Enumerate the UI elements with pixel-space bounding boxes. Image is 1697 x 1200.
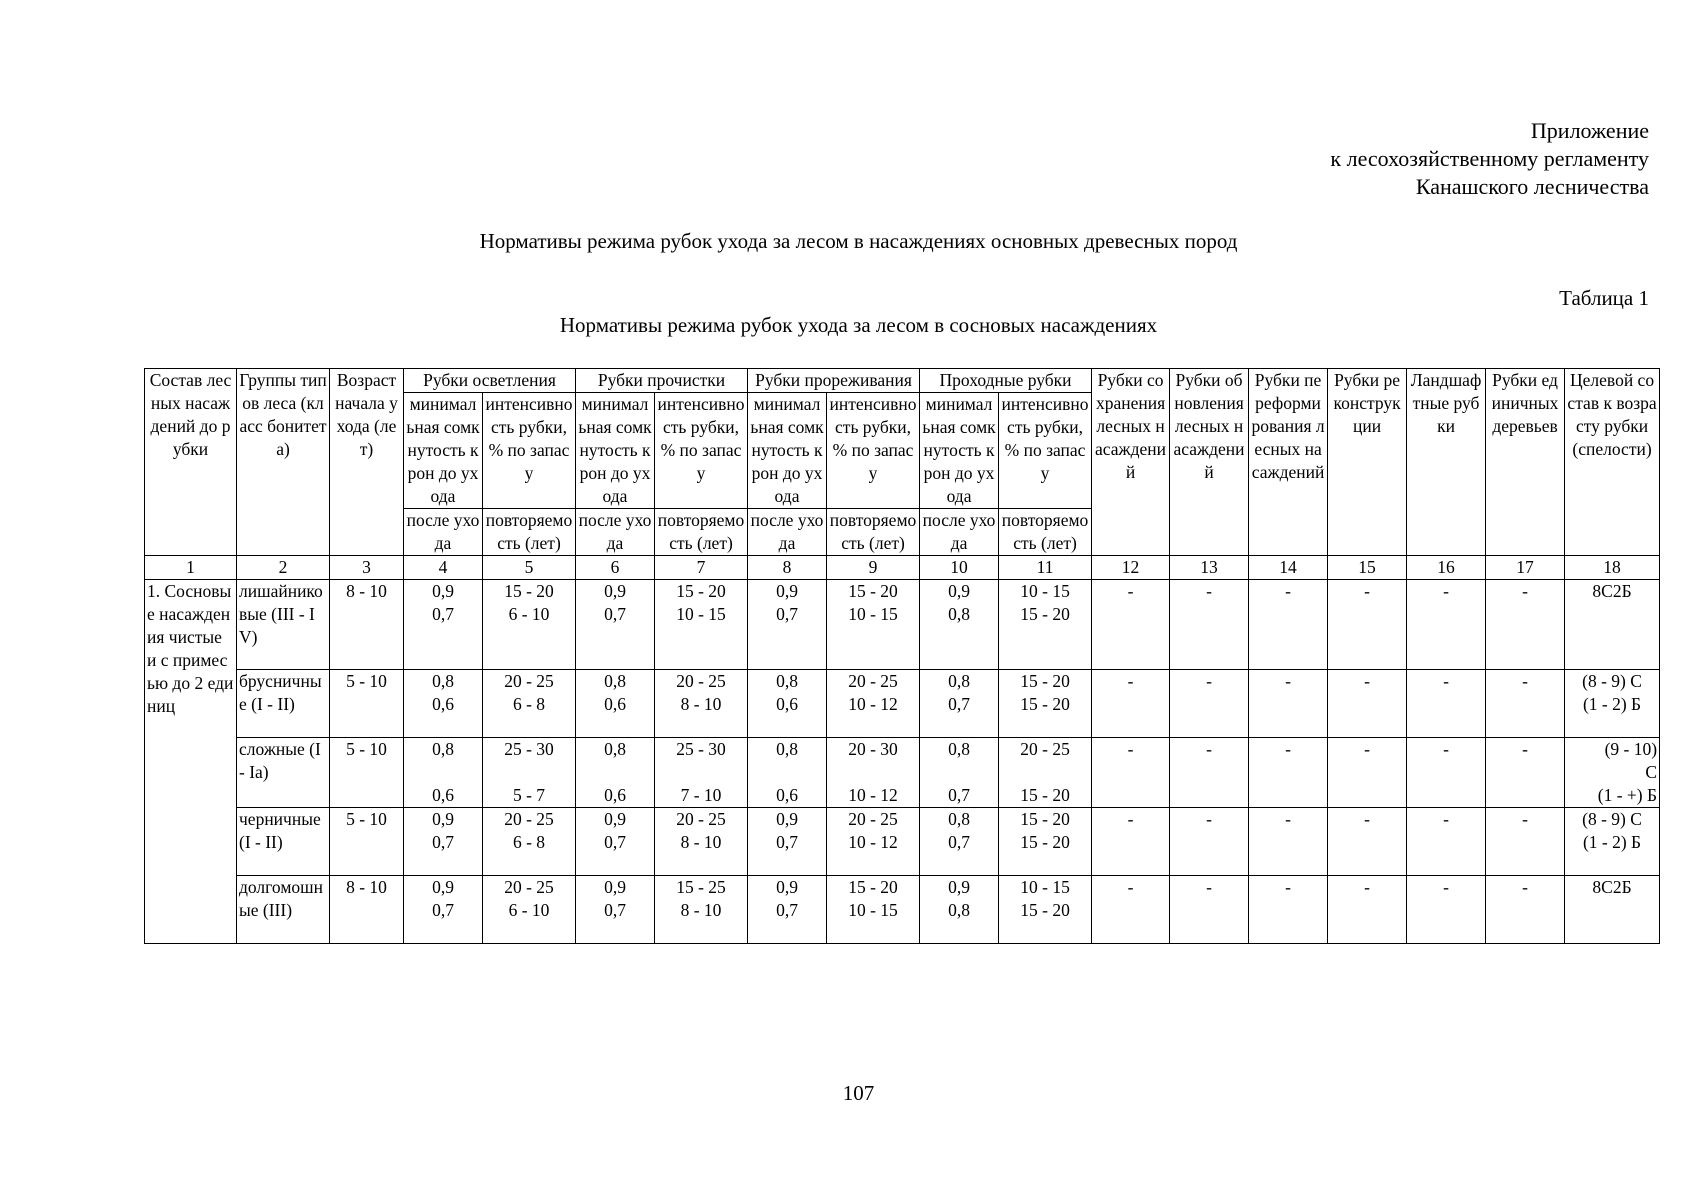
column-number: 8 bbox=[748, 556, 827, 580]
value-cell: - bbox=[1486, 580, 1565, 670]
value-cell: 0,9 0,7 bbox=[576, 580, 655, 670]
header-lightening-cuttings: Рубки осветления bbox=[404, 369, 576, 393]
column-number: 10 bbox=[920, 556, 999, 580]
value-cell: 10 - 15 15 - 20 bbox=[999, 876, 1092, 944]
value-cell: 8С2Б bbox=[1565, 580, 1660, 670]
value-cell: 0,8 0,6 bbox=[404, 738, 483, 808]
column-number: 1 bbox=[145, 556, 237, 580]
value-cell: 15 - 20 10 - 15 bbox=[827, 876, 920, 944]
column-number: 15 bbox=[1328, 556, 1407, 580]
table-label: Таблица 1 bbox=[1559, 286, 1649, 310]
value-cell: - bbox=[1249, 738, 1328, 808]
appendix-line-3: Канашского лесничества bbox=[1415, 174, 1649, 199]
value-cell: - bbox=[1092, 738, 1170, 808]
column-number: 11 bbox=[999, 556, 1092, 580]
value-cell: 0,9 0,7 bbox=[404, 876, 483, 944]
value-cell: 20 - 25 15 - 20 bbox=[999, 738, 1092, 808]
subheader-repeat: повторяемость (лет) bbox=[655, 509, 748, 556]
forest-type-cell: черничные (I - II) bbox=[237, 808, 330, 876]
column-number: 6 bbox=[576, 556, 655, 580]
column-number: 16 bbox=[1407, 556, 1486, 580]
value-cell: 15 - 20 6 - 10 bbox=[483, 580, 576, 670]
value-cell: - bbox=[1092, 580, 1170, 670]
value-cell: - bbox=[1407, 580, 1486, 670]
value-cell: - bbox=[1407, 876, 1486, 944]
value-cell: 20 - 25 8 - 10 bbox=[655, 670, 748, 738]
start-age-cell: 5 - 10 bbox=[330, 738, 404, 808]
value-cell: 20 - 25 10 - 12 bbox=[827, 808, 920, 876]
value-cell: - bbox=[1170, 580, 1249, 670]
value-cell: - bbox=[1486, 670, 1565, 738]
column-number: 7 bbox=[655, 556, 748, 580]
forest-type-cell: долгомошные (III) bbox=[237, 876, 330, 944]
value-cell: - bbox=[1092, 670, 1170, 738]
value-cell: (8 - 9) С (1 - 2) Б bbox=[1565, 670, 1660, 738]
value-cell: 0,8 0,7 bbox=[920, 670, 999, 738]
value-cell: 0,8 0,6 bbox=[748, 670, 827, 738]
header-reconstruction-cuttings: Рубки реконструкции bbox=[1328, 369, 1407, 556]
value-cell: - bbox=[1328, 808, 1407, 876]
value-cell: - bbox=[1407, 670, 1486, 738]
value-cell: - bbox=[1407, 808, 1486, 876]
value-cell: - bbox=[1486, 738, 1565, 808]
subheader-repeat: повторяемость (лет) bbox=[827, 509, 920, 556]
subheader-intensity: интенсивность рубки, % по запасу bbox=[999, 393, 1092, 509]
value-cell: 8С2Б bbox=[1565, 876, 1660, 944]
column-number: 9 bbox=[827, 556, 920, 580]
value-cell: 0,9 0,8 bbox=[920, 876, 999, 944]
value-cell: - bbox=[1170, 876, 1249, 944]
value-cell: - bbox=[1407, 738, 1486, 808]
column-number: 14 bbox=[1249, 556, 1328, 580]
table-row bbox=[145, 808, 1660, 876]
header-forest-type: Группы типов леса (класс бонитета) bbox=[237, 369, 330, 556]
subheader-repeat: повторяемость (лет) bbox=[483, 509, 576, 556]
value-cell: - bbox=[1092, 876, 1170, 944]
column-number: 18 bbox=[1565, 556, 1660, 580]
value-cell: - bbox=[1249, 876, 1328, 944]
value-cell: - bbox=[1328, 670, 1407, 738]
value-cell: 0,9 0,7 bbox=[404, 580, 483, 670]
subheader-after-care: после ухода bbox=[748, 509, 827, 556]
value-cell: 20 - 25 6 - 10 bbox=[483, 876, 576, 944]
header-renewal-cuttings: Рубки обновления лесных насаждений bbox=[1170, 369, 1249, 556]
table-row bbox=[145, 738, 1660, 808]
value-cell: - bbox=[1328, 580, 1407, 670]
value-cell: (9 - 10) С (1 - +) Б bbox=[1565, 738, 1660, 808]
value-cell: - bbox=[1170, 670, 1249, 738]
value-cell: 15 - 25 8 - 10 bbox=[655, 876, 748, 944]
value-cell: 20 - 25 10 - 12 bbox=[827, 670, 920, 738]
value-cell: 0,8 0,6 bbox=[748, 738, 827, 808]
appendix-line-1: Приложение bbox=[1530, 118, 1649, 143]
subheader-density: минимальная сомкнутость крон до ухода bbox=[404, 393, 483, 509]
table-row bbox=[145, 580, 1660, 670]
subheader-intensity: интенсивность рубки, % по запасу bbox=[827, 393, 920, 509]
column-number: 12 bbox=[1092, 556, 1170, 580]
value-cell: 15 - 20 10 - 15 bbox=[827, 580, 920, 670]
value-cell: 0,8 0,7 bbox=[920, 808, 999, 876]
table-title: Нормативы режима рубок ухода за лесом в сосновых насаждениях bbox=[559, 313, 1158, 337]
value-cell: - bbox=[1170, 738, 1249, 808]
column-number-row bbox=[145, 556, 1660, 580]
subheader-repeat: повторяемость (лет) bbox=[999, 509, 1092, 556]
column-number: 13 bbox=[1170, 556, 1249, 580]
subheader-after-care: после ухода bbox=[576, 509, 655, 556]
subheader-intensity: интенсивность рубки, % по запасу bbox=[655, 393, 748, 509]
value-cell: 20 - 30 10 - 12 bbox=[827, 738, 920, 808]
header-conservation-cuttings: Рубки сохранения лесных насаждений bbox=[1092, 369, 1170, 556]
document-title: Нормативы режима рубок ухода за лесом в насаждениях основных древесных пород bbox=[479, 229, 1238, 253]
value-cell: - bbox=[1249, 670, 1328, 738]
header-reformation-cuttings: Рубки переформирования лесных насаждений bbox=[1249, 369, 1328, 556]
value-cell: - bbox=[1486, 876, 1565, 944]
start-age-cell: 5 - 10 bbox=[330, 808, 404, 876]
value-cell: 0,9 0,7 bbox=[748, 580, 827, 670]
header-composition: Состав лесных насаждений до рубки bbox=[145, 369, 237, 556]
subheader-density: минимальная сомкнутость крон до ухода bbox=[920, 393, 999, 509]
value-cell: 15 - 20 15 - 20 bbox=[999, 670, 1092, 738]
subheader-after-care: после ухода bbox=[920, 509, 999, 556]
column-number: 4 bbox=[404, 556, 483, 580]
value-cell: - bbox=[1170, 808, 1249, 876]
value-cell: - bbox=[1249, 580, 1328, 670]
value-cell: 15 - 20 15 - 20 bbox=[999, 808, 1092, 876]
value-cell: 0,9 0,7 bbox=[576, 808, 655, 876]
stand-group-label: 1. Сосновые насаждения чистые и с примесью до 2 единиц bbox=[145, 580, 237, 944]
subheader-density: минимальная сомкнутость крон до ухода bbox=[576, 393, 655, 509]
start-age-cell: 5 - 10 bbox=[330, 670, 404, 738]
forest-type-cell: брусничные (I - II) bbox=[237, 670, 330, 738]
value-cell: - bbox=[1486, 808, 1565, 876]
column-number: 2 bbox=[237, 556, 330, 580]
table-row bbox=[145, 670, 1660, 738]
value-cell: 0,9 0,7 bbox=[748, 876, 827, 944]
header-passage-cuttings: Проходные рубки bbox=[920, 369, 1092, 393]
subheader-intensity: интенсивность рубки, % по запасу bbox=[483, 393, 576, 509]
value-cell: 0,9 0,7 bbox=[404, 808, 483, 876]
appendix-caption bbox=[1330, 117, 1649, 201]
value-cell: 20 - 25 6 - 8 bbox=[483, 808, 576, 876]
forest-type-cell: сложные (I - Iа) bbox=[237, 738, 330, 808]
value-cell: - bbox=[1328, 738, 1407, 808]
forest-type-cell: лишайниковые (III - IV) bbox=[237, 580, 330, 670]
appendix-line-2: к лесохозяйственному регламенту bbox=[1330, 146, 1649, 171]
value-cell: (8 - 9) С (1 - 2) Б bbox=[1565, 808, 1660, 876]
value-cell: 10 - 15 15 - 20 bbox=[999, 580, 1092, 670]
value-cell: - bbox=[1328, 876, 1407, 944]
value-cell: 25 - 30 7 - 10 bbox=[655, 738, 748, 808]
value-cell: 0,9 0,7 bbox=[576, 876, 655, 944]
regime-table bbox=[144, 368, 1660, 944]
column-number: 5 bbox=[483, 556, 576, 580]
value-cell: 0,9 0,8 bbox=[920, 580, 999, 670]
value-cell: 0,8 0,6 bbox=[404, 670, 483, 738]
column-number: 3 bbox=[330, 556, 404, 580]
value-cell: 20 - 25 8 - 10 bbox=[655, 808, 748, 876]
header-cleaning-cuttings: Рубки прочистки bbox=[576, 369, 748, 393]
value-cell: 0,9 0,7 bbox=[748, 808, 827, 876]
table-body bbox=[145, 580, 1660, 944]
header-landscape-cuttings: Ландшафтные рубки bbox=[1407, 369, 1486, 556]
value-cell: 0,8 0,7 bbox=[920, 738, 999, 808]
value-cell: 25 - 30 5 - 7 bbox=[483, 738, 576, 808]
subheader-after-care: после ухода bbox=[404, 509, 483, 556]
value-cell: 0,8 0,6 bbox=[576, 738, 655, 808]
subheader-density: минимальная сомкнутость крон до ухода bbox=[748, 393, 827, 509]
header-single-tree-cuttings: Рубки единичных деревьев bbox=[1486, 369, 1565, 556]
value-cell: - bbox=[1092, 808, 1170, 876]
start-age-cell: 8 - 10 bbox=[330, 580, 404, 670]
value-cell: 0,8 0,6 bbox=[576, 670, 655, 738]
header-start-age: Возраст начала ухода (лет) bbox=[330, 369, 404, 556]
header-target-composition: Целевой состав к возрасту рубки (спелости) bbox=[1565, 369, 1660, 556]
table-header bbox=[145, 369, 1660, 580]
start-age-cell: 8 - 10 bbox=[330, 876, 404, 944]
page-number: 107 bbox=[842, 1081, 875, 1105]
header-thinning-cuttings: Рубки прореживания bbox=[748, 369, 920, 393]
column-number: 17 bbox=[1486, 556, 1565, 580]
value-cell: 20 - 25 6 - 8 bbox=[483, 670, 576, 738]
value-cell: - bbox=[1249, 808, 1328, 876]
value-cell: 15 - 20 10 - 15 bbox=[655, 580, 748, 670]
table-row bbox=[145, 876, 1660, 944]
